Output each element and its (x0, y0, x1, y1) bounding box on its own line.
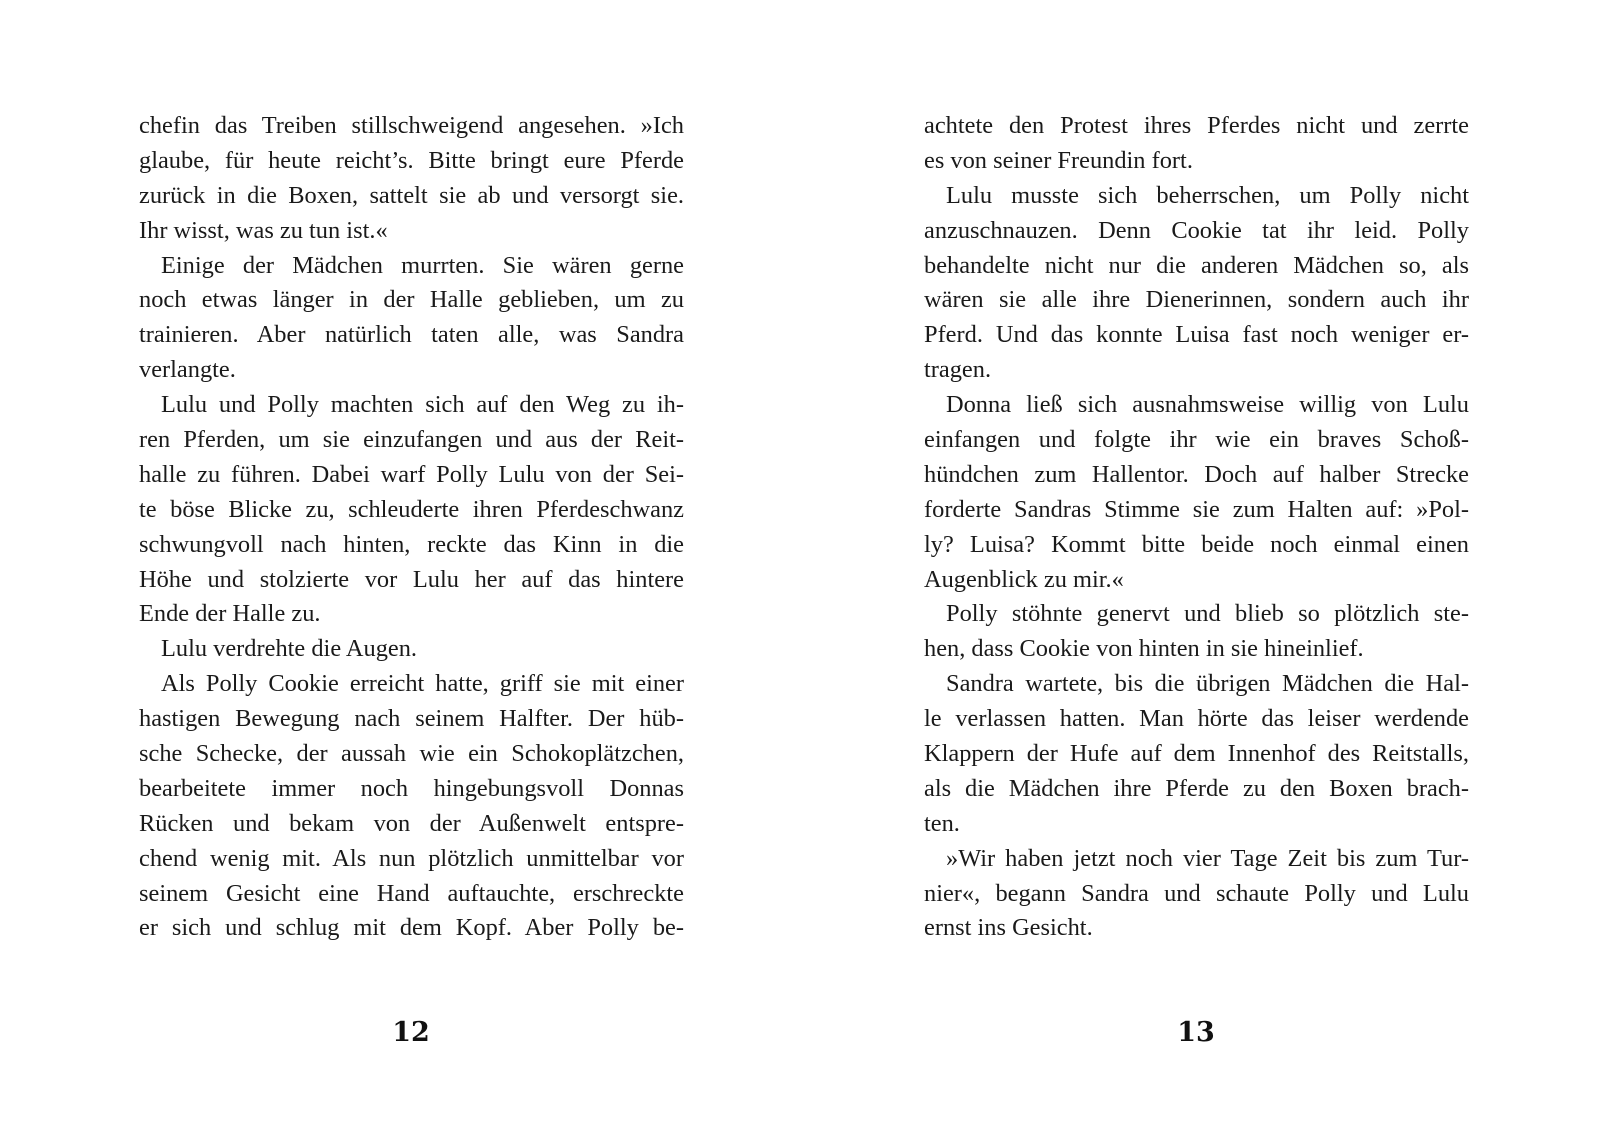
text-line: zurück in die Boxen, sattelt sie ab und versorgt sie. (139, 181, 684, 209)
text-line: Ihr wisst, was zu tun ist.« (139, 216, 388, 244)
text-line: anzuschnauzen. Denn Cookie tat ihr leid. Polly (924, 216, 1469, 244)
text-line: sche Schecke, der aussah wie ein Schokoplätzchen, (139, 740, 684, 768)
right-page-text (924, 109, 1469, 946)
text-line: ten. (924, 809, 960, 837)
text-line: Ende der Halle zu. (139, 600, 321, 628)
text-line: hen, dass Cookie von hinten in sie hineinlief. (924, 635, 1364, 663)
text-line: trainieren. Aber natürlich taten alle, was Sandra (139, 321, 684, 349)
text-line: bearbeitete immer noch hingebungsvoll Donnas (139, 774, 684, 802)
text-line: Polly stöhnte genervt und blieb so plötzlich ste- (946, 600, 1469, 628)
text-line: es von seiner Freundin fort. (924, 146, 1193, 174)
text-line: verlangte. (139, 356, 236, 384)
text-line: Donna ließ sich ausnahmsweise willig von Lulu (946, 391, 1469, 419)
text-line: »Wir haben jetzt noch vier Tage Zeit bis zum Tur- (946, 844, 1469, 872)
text-line: Rücken und bekam von der Außenwelt entspre- (139, 809, 684, 837)
text-line: ernst ins Gesicht. (924, 914, 1093, 942)
left-page-number: 12 (392, 1017, 430, 1048)
right-page-number: 13 (1177, 1017, 1215, 1048)
text-line: ly? Luisa? Kommt bitte beide noch einmal einen (924, 530, 1469, 558)
text-line: einfangen und folgte ihr wie ein braves Schoß- (924, 426, 1469, 454)
text-line: Augenblick zu mir.« (924, 565, 1124, 593)
text-line: chend wenig mit. Als nun plötzlich unmittelbar vor (139, 844, 684, 872)
text-line: forderte Sandras Stimme sie zum Halten auf: »Pol- (924, 495, 1469, 523)
text-line: wären sie alle ihre Dienerinnen, sondern auch ihr (924, 286, 1469, 314)
text-line: Höhe und stolzierte vor Lulu her auf das hintere (139, 565, 684, 593)
text-line: behandelte nicht nur die anderen Mädchen so, als (924, 251, 1469, 279)
text-line: Sandra wartete, bis die übrigen Mädchen die Hal- (946, 670, 1469, 698)
text-line: als die Mädchen ihre Pferde zu den Boxen brach- (924, 774, 1469, 802)
left-page-text (139, 109, 684, 946)
text-line: noch etwas länger in der Halle geblieben, um zu (139, 286, 684, 314)
text-line: le verlassen hatten. Man hörte das leiser werdende (924, 705, 1469, 733)
text-line: hündchen zum Hallentor. Doch auf halber Strecke (924, 460, 1469, 488)
text-line: hastigen Bewegung nach seinem Halfter. Der hüb- (139, 705, 684, 733)
text-line: Lulu und Polly machten sich auf den Weg zu ih- (161, 391, 684, 419)
text-line: glaube, für heute reicht’s. Bitte bringt eure Pferde (139, 146, 684, 174)
text-line: Lulu musste sich beherrschen, um Polly nicht (946, 181, 1469, 209)
text-line: Lulu verdrehte die Augen. (161, 635, 418, 663)
text-line: schwungvoll nach hinten, reckte das Kinn in die (139, 530, 684, 558)
text-line: te böse Blicke zu, schleuderte ihren Pferdeschwanz (139, 495, 684, 523)
text-line: Einige der Mädchen murrten. Sie wären gerne (161, 251, 684, 279)
text-line: Pferd. Und das konnte Luisa fast noch weniger er- (924, 321, 1469, 349)
text-line: Klappern der Hufe auf dem Innenhof des Reitstalls, (924, 740, 1469, 768)
text-line: Als Polly Cookie erreicht hatte, griff sie mit einer (161, 670, 684, 698)
text-line: tragen. (924, 356, 992, 384)
text-line: seinem Gesicht eine Hand auftauchte, erschreckte (139, 879, 684, 907)
text-line: chefin das Treiben stillschweigend angesehen. »Ich (139, 112, 684, 139)
text-line: achtete den Protest ihres Pferdes nicht und zerrte (924, 112, 1469, 139)
text-line: nier«, begann Sandra und schaute Polly und Lulu (924, 879, 1469, 907)
text-line: halle zu führen. Dabei warf Polly Lulu von der Sei- (139, 460, 684, 488)
text-line: ren Pferden, um sie einzufangen und aus der Reit- (139, 426, 684, 454)
text-line: er sich und schlug mit dem Kopf. Aber Polly be- (139, 914, 684, 942)
